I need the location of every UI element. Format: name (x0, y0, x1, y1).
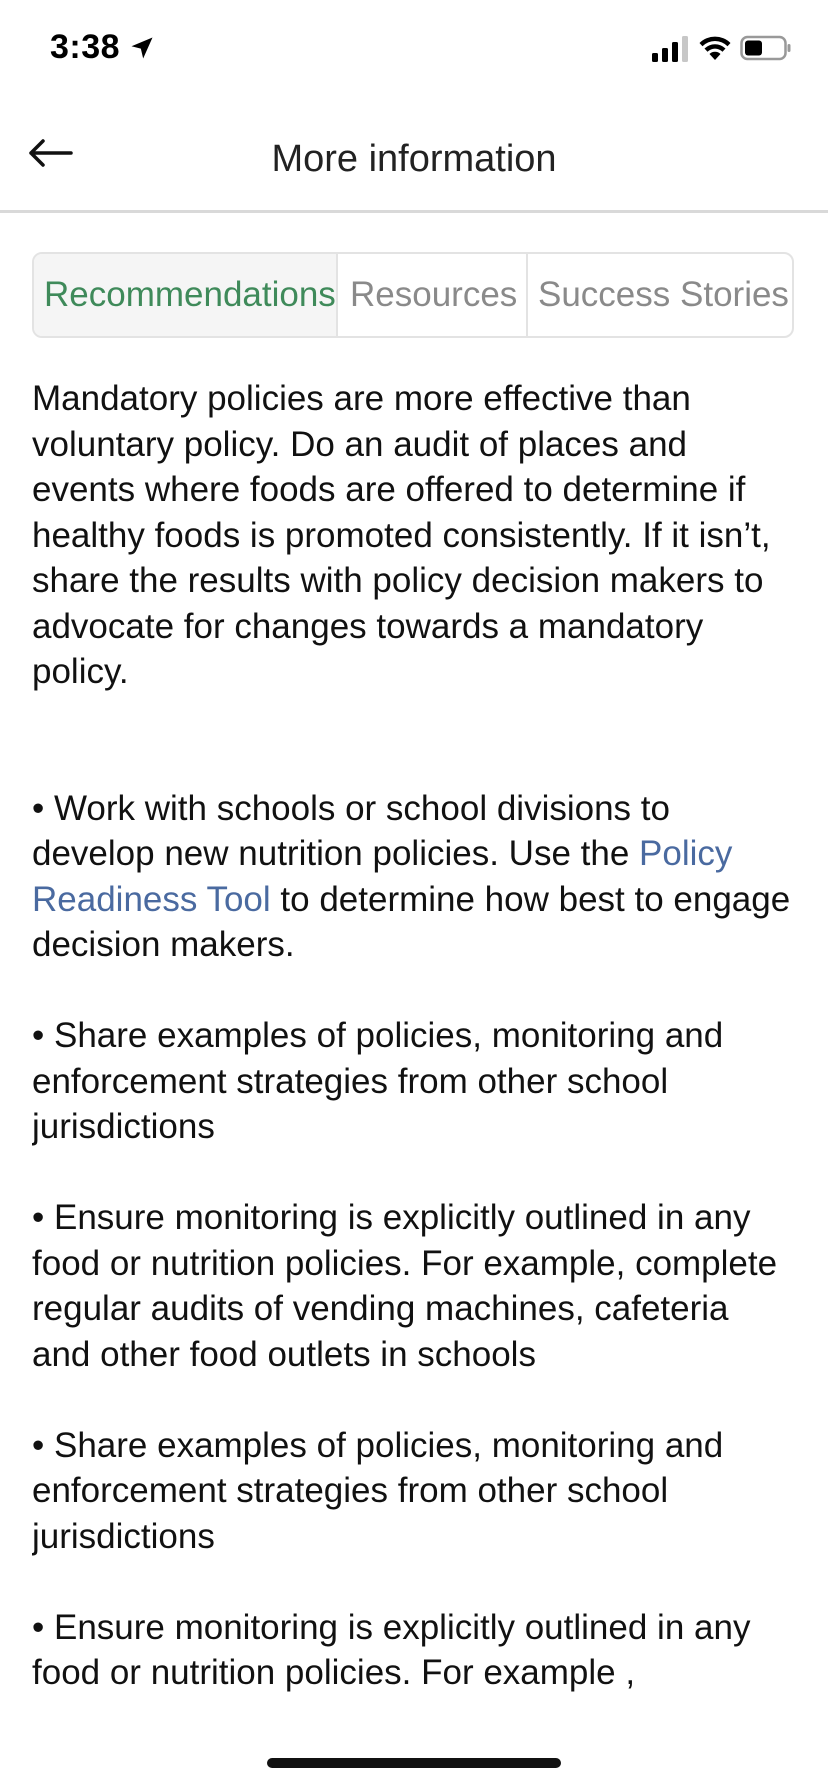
list-item (32, 786, 796, 968)
recommendation-list (32, 786, 796, 1696)
page-title: More information (271, 138, 557, 180)
home-indicator[interactable] (267, 1758, 561, 1768)
tab-recommendations[interactable]: Recommendations (34, 254, 338, 336)
status-bar (0, 0, 828, 100)
policy-readiness-tool-link[interactable]: Policy Readiness Tool (32, 834, 733, 919)
battery-icon (740, 34, 792, 62)
list-item: • Share examples of policies, monitoring and enforcement strategies from other school jurisdictions (32, 1425, 724, 1556)
intro-paragraph: Mandatory policies are more effective than voluntary policy. Do an audit of places and events where foods are offered to determine if healthy foods is promoted consistently. If it isn’t, share the results with policy decision makers to advocate for changes towards a mandatory policy. (32, 379, 771, 691)
list-item: • Ensure monitoring is explicitly outlined in any food or nutrition policies. For example, complete regular audits of vending machines, cafeteria and other food outlets in schools (32, 1198, 778, 1374)
location-arrow-icon (128, 34, 156, 62)
nav-bar (0, 100, 828, 213)
status-time: 3:38 (50, 28, 121, 66)
tab-success-stories[interactable]: Success Stories (538, 275, 789, 314)
list-item: • Share examples of policies, monitoring and enforcement strategies from other school jurisdictions (32, 1016, 724, 1146)
list-item-text: • Work with schools or school divisions to develop new nutrition policies. Use the (32, 788, 670, 873)
cellular-signal-icon (652, 36, 690, 62)
list-item: • Ensure monitoring is explicitly outlined in any food or nutrition policies. For example , (32, 1607, 751, 1692)
tab-resources[interactable]: Resources (338, 254, 528, 336)
wifi-icon (698, 34, 732, 62)
list-item-text: to determine how best to engage decision makers. (32, 879, 791, 964)
recommendations-content[interactable] (32, 376, 796, 1720)
tab-bar (32, 252, 794, 338)
